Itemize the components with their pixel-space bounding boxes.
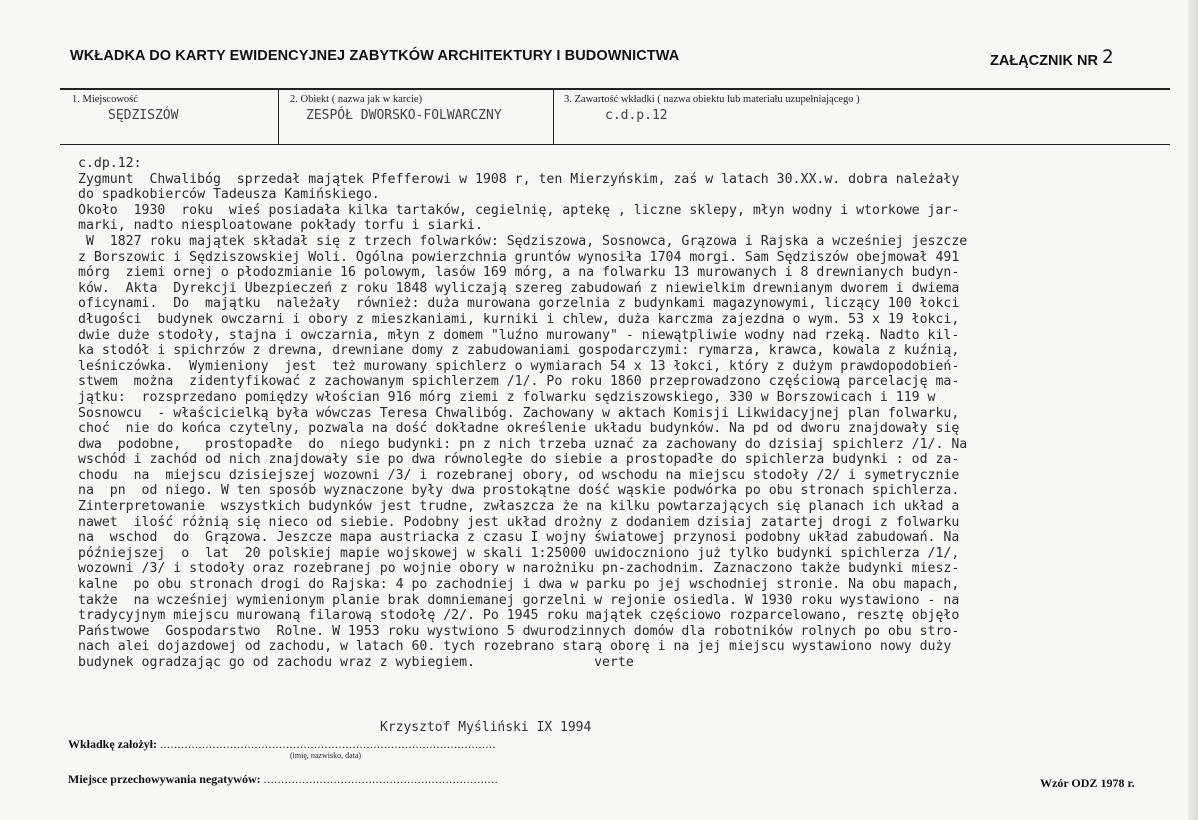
negatives-line (68, 772, 498, 787)
body-line: z Borszowic i Sędziszowskiej Woli. Ogólna powierzchnia gruntów wynosiła 1704 morgi. Sam Sędziszów obejmował 491 (78, 249, 960, 265)
document-title: WKŁADKA DO KARTY EWIDENCYJNEJ ZABYTKÓW ARCHITEKTURY I BUDOWNICTWA (70, 48, 680, 64)
body-line: tradycyjnym miejscu murowaną filarową stodołę /2/. Po 1945 roku majątek częściowo rozparcelowano, resztę objęło (78, 608, 960, 624)
body-line: ków. Akta Dyrekcji Ubezpieczeń z roku 1848 wyliczają szereg zabudowań z niewielkim drewnianym dworem i dwiema (78, 280, 960, 296)
created-by-line (68, 737, 496, 752)
table-top-rule (60, 88, 1170, 90)
created-by-caption: (imię, nazwisko, data) (290, 751, 362, 760)
column-divider-1 (278, 88, 279, 145)
created-by-dots: ................................................................................................ (160, 737, 496, 751)
body-line: dwa podobne, prostopadłe do niego budynki: pn z nich trzeba uznać za zachowany do dzisiaj spichlerz /1/. Na (78, 436, 968, 452)
body-line: stwem można zidentyfikować z zachowanym spichlerzem /1/. Po roku 1860 przeprowadzono częściową parcelację ma- (78, 374, 960, 390)
body-line: Sosnowcu - właścicielką była wówczas Teresa Chwalibóg. Zachowany w aktach Komisji Likwidacyjnej plan folwarku, (78, 405, 960, 421)
locality-value: SĘDZISZÓW (108, 108, 179, 123)
body-line: chodu na miejscu dzisiejszej wozowni /3/ i rozebranej obory, od wschodu na miejscu stodoły /2/ i symetrycznie (78, 467, 960, 483)
author-signature: Krzysztof Myśliński IX 1994 (380, 720, 592, 735)
body-line: ka stodół i spichrzów z drewna, drewniane domy z zabudowaniami gospodarczymi: rymarza, krawca, kowala z kuźnią, (78, 343, 960, 359)
content-label: 3. Zawartość wkładki ( nazwa obiektu lub materiału uzupełniającego ) (564, 94, 860, 105)
body-line: wschód i zachód od nich znajdowały sie po dwa równoległe do siebie a prostopadłe do spichlerza budynki : od za- (78, 452, 960, 468)
body-line: W 1827 roku majątek składał się z trzech folwarków: Sędziszowa, Sosnowca, Grązowa i Rajska a wcześniej jeszcze (78, 233, 968, 249)
object-value: ZESPÓŁ DWORSKO-FOLWARCZNY (306, 108, 502, 123)
created-by-label: Wkładkę założył: (68, 737, 157, 751)
body-line: mórg ziemi ornej o płodozmianie 16 polowym, lasów 169 mórg, a na folwarku 13 murowanych i 8 drewnianych budyn- (78, 265, 960, 281)
form-code: Wzór ODZ 1978 r. (1040, 776, 1135, 790)
body-line: jątku: rozsprzedano pomiędzy włościan 916 mórg ziemi z folwarku sędziszowskiego, 330 w Borszowicach i 119 w (78, 389, 936, 405)
body-line: na pn od niego. W ten sposób wyznaczone były dwa prostokątne dość wąskie podwórka po obu stronach spichlerza. (78, 483, 960, 499)
annex-label: ZAŁĄCZNIK NR (990, 53, 1098, 69)
body-line: wozowni /3/ i stodoły oraz rozebranej po wojnie obory w narożniku pn-zachodnim. Zaznaczono także budynki miesz- (78, 561, 960, 577)
body-line: późniejszej o lat 20 polskiej mapie wojskowej w skali 1:25000 uwidoczniono już tylko budynki spichlerza /1/, (78, 545, 960, 561)
body-line: kalne po obu stronach drogi do Rajska: 4 po zachodniej i dwa w parku po jej wschodniej stronie. Na obu mapach, (78, 577, 960, 593)
object-label: 2. Obiekt ( nazwa jak w karcie) (290, 94, 423, 105)
body-line: nach alei dojazdowej od zachodu, w latach 60. tych rozebrano starą oborę i na jej miejscu wystawiono nowy duży (78, 639, 952, 655)
body-line: c.dp.12: (78, 156, 142, 171)
body-line: Zinterpretowanie wszystkich budynków jest trudne, zwłaszcza że na kilku powtarzających się planach ich układ a (78, 499, 960, 515)
body-line: oficynami. Do majątku należały również: duża murowana gorzelnia z budynkami magazynowymi, liczący 100 łokci (78, 296, 960, 312)
body-line: do spadkobierców Tadeusza Kamińskiego. (78, 187, 380, 203)
body-line: choć nie do końca czytelny, pozwala na dość dokładne określenie układu budynków. Na pd od dworu znajdowały się (78, 421, 960, 437)
body-line: budynek ogradzając go od zachodu wraz z wybiegiem. verte (78, 655, 634, 670)
locality-label: 1. Miejscowość (72, 94, 138, 105)
body-line: marki, nadto niesploatowane pokłady torfu i siarki. (78, 218, 483, 234)
body-line: także na wcześniej wymienionym planie brak domniemanej gorzelni w rejonie osiedla. W 1930 roku wystawiono - na (78, 592, 960, 608)
body-line: Państwowe Gospodarstwo Rolne. W 1953 roku wystwiono 5 dwurodzinnych domów dla robotników rolnych po obu stro- (78, 623, 960, 639)
body-line: na wschod do Grązowa. Jeszcze mapa austriacka z czasu I wojny światowej przynosi podobny układ zabudowań. Na (78, 530, 960, 546)
column-divider-2 (553, 88, 554, 145)
annex-number: 2 (1101, 46, 1114, 68)
body-line: leśniczówka. Wymieniony jest też murowany spichlerz o wymiarach 54 x 13 łokci, który z dużym prawdopodobień- (78, 358, 960, 374)
body-line: Około 1930 roku wieś posiadała kilka tartaków, cegielnię, aptekę , liczne sklepy, młyn wodny i wtorkowe jar- (78, 202, 960, 218)
page-edge (1188, 0, 1198, 820)
typed-description (78, 156, 1178, 671)
body-line: nawet ilość różnią się nieco od siebie. Podobny jest układ drożny z dodaniem dzisiaj zatartej drogi z folwarku (78, 514, 960, 530)
annex-heading (990, 48, 1113, 70)
negatives-label: Miejsce przechowywania negatywów: (68, 772, 261, 786)
content-value: c.d.p.12 (605, 108, 668, 123)
table-bottom-rule (60, 144, 1170, 145)
body-line: Zygmunt Chwalibóg sprzedał majątek Pfefferowi w 1908 r, ten Mierzyńskim, zaś w latach 30.XX.w. dobra należały (78, 171, 960, 187)
body-line: dwie duże stodoły, stajna i owczarnia, młyn z domem "luźno murowany" - niewątpliwie wodny nad rzeką. Nadto kil- (78, 327, 960, 343)
body-line: długości budynek owczarni i obory z mieszkaniami, kurniki i chlew, duża karczma zajezdna o wym. 53 x 19 łokci, (78, 311, 960, 327)
negatives-dots: ................................................................... (263, 772, 499, 786)
